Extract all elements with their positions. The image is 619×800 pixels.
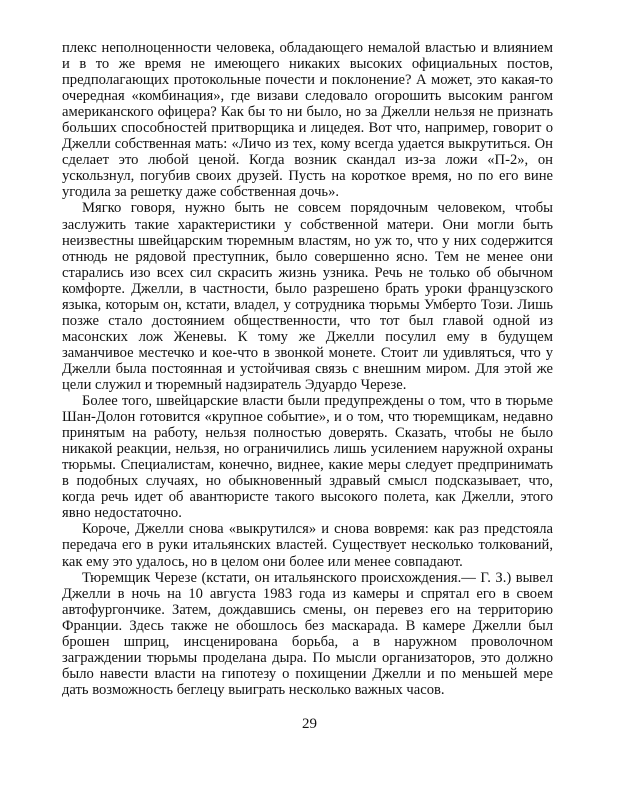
body-text — [62, 40, 553, 698]
paragraph-1: плекс неполноценности человека, обладающего немалой властью и влиянием и в то же время не имеющего никаких высоких официальных постов, предполагающих протокольные почести и поклонение? А может, это какая-то очередная «комбинация», где визави следовало огорошить высоким рангом американского офицера? Как бы то ни было, но за Джелли нельзя не признать больших способностей притворщика и лицедея. Вот что, например, говорит о Джелли собственная мать: «Личо из тех, кому всегда удается выкрутиться. Он сделает это любой ценой. Когда возник скандал из-за ложи «П-2», он ускользнул, погубив своих друзей. Пусть на короткое время, но по его вине угодила за решетку даже собственная дочь». — [62, 40, 553, 201]
paragraph-4: Короче, Джелли снова «выкрутился» и снова вовремя: как раз предстояла передача его в руки итальянских властей. Существует несколько толкований, как ему это удалось, но в целом они более или менее совпадают. — [62, 521, 553, 570]
paragraph-5: Тюремщик Черезе (кстати, он итальянского происхождения.— Г. З.) вывел Джелли в ночь на 10 августа 1983 года из камеры и спрятал его в своем автофургончике. Затем, дождавшись смены, он перевез его на территорию Франции. Здесь также не обошлось без маскарада. В камере Джелли был брошен шприц, инсценирована борьба, а в наружном проволочном заграждении тюрьмы проделана дыра. По мысли организаторов, это должно было навести власти на гипотезу о похищении Джелли и по меньшей мере дать возможность беглецу выиграть несколько важных часов. — [62, 569, 553, 698]
paragraph-2: Мягко говоря, нужно быть не совсем порядочным человеком, чтобы заслужить такие характеристики у собственной матери. Они могли быть неизвестны швейцарским тюремным властям, но уж то, что у них содержится отнюдь не рядовой преступник, было совершенно ясно. Тем не менее они старались изо всех сил скрасить жизнь узника. Речь не только об обычном комфорте. Джелли, в частности, было разрешено брать уроки французского языка, которым он, кстати, владел, у сотрудника тюрьмы Умберто Този. Лишь позже стало достоянием общественности, что тот был главой одной из масонских лож Женевы. К тому же Джелли посулил ему в будущем заманчивое местечко и кое-что в звонкой монете. Стоит ли удивляться, что у Джелли была постоянная и устойчивая связь с внешним миром. Для этой же цели служил и тюремный надзиратель Эдуардо Черезе. — [62, 200, 553, 393]
paragraph-3: Более того, швейцарские власти были предупреждены о том, что в тюрьме Шан-Долон готовится «крупное событие», и о том, что тюремщикам, недавно принятым на работу, нельзя полностью доверять. Сказать, чтобы не было никакой реакции, нельзя, но ограничились лишь усилением наружной охраны тюрьмы. Специалистам, конечно, виднее, какие меры следует предпринимать в подобных случаях, но обыкновенный здравый смысл подсказывает, что, когда речь идет об авантюристе такого высокого полета, как Джелли, этого явно недостаточно. — [62, 393, 553, 522]
page-number: 29 — [302, 716, 317, 732]
